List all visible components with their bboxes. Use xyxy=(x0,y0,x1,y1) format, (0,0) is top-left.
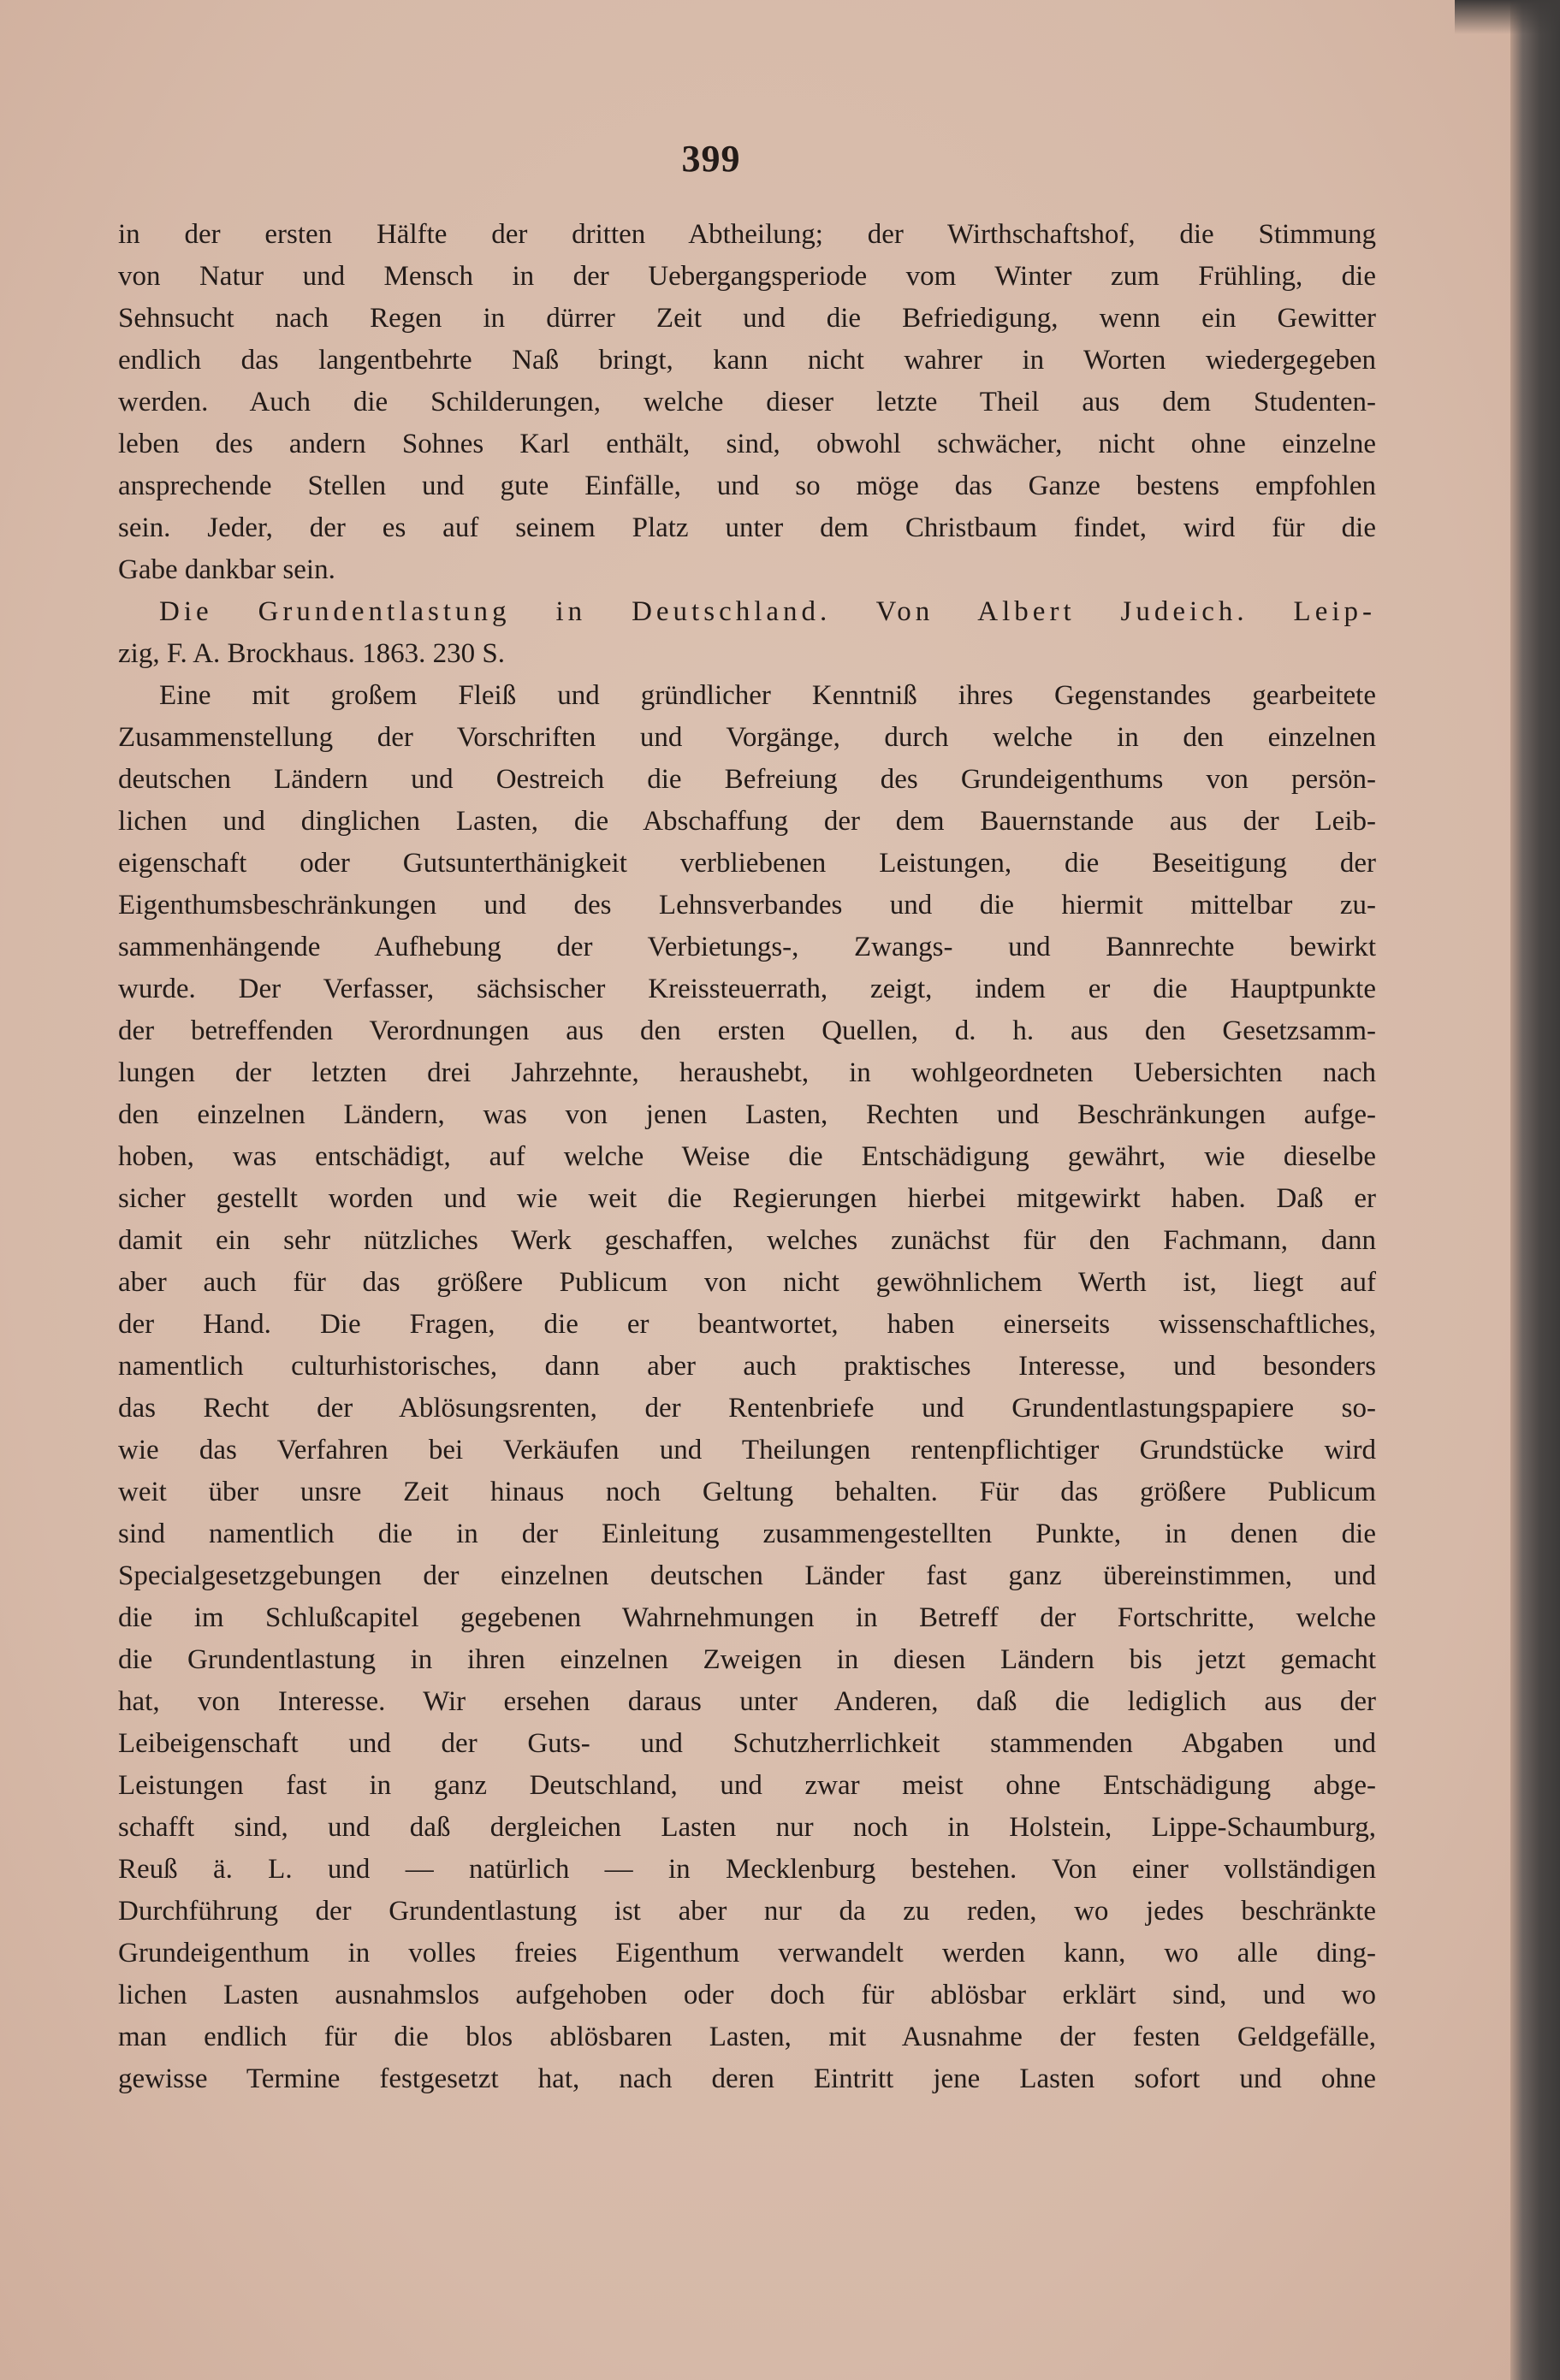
text-line: weit über unsre Zeit hinaus noch Geltung behalten. Für das größere Publicum xyxy=(118,1477,1376,1507)
text-line: von Natur und Mensch in der Uebergangsperiode vom Winter zum Frühling, die xyxy=(118,261,1376,292)
text-line: lungen der letzten drei Jahrzehnte, heraushebt, in wohlgeordneten Uebersichten nach xyxy=(118,1057,1376,1088)
text-line: eigenschaft oder Gutsunterthänigkeit verbliebenen Leistungen, die Beseitigung der xyxy=(118,848,1376,879)
text-line: den einzelnen Ländern, was von jenen Lasten, Rechten und Beschränkungen aufge- xyxy=(118,1099,1376,1130)
text-line: leben des andern Sohnes Karl enthält, sind, obwohl schwächer, nicht ohne einzelne xyxy=(118,429,1376,459)
text-line: zig, F. A. Brockhaus. 1863. 230 S. xyxy=(118,638,506,669)
text-line: Gabe dankbar sein. xyxy=(118,554,335,585)
text-line: wurde. Der Verfasser, sächsischer Kreissteuerrath, zeigt, indem er die Hauptpunkte xyxy=(118,974,1376,1004)
review-title-paragraph xyxy=(118,591,1376,675)
text-line: sicher gestellt worden und wie weit die Regierungen hierbei mitgewirkt haben. Daß er xyxy=(118,1183,1376,1214)
text-line: der betreffenden Verordnungen aus den ersten Quellen, d. h. aus den Gesetzsamm- xyxy=(118,1015,1376,1046)
text-line: ansprechende Stellen und gute Einfälle, und so möge das Ganze bestens empfohlen xyxy=(118,471,1376,501)
text-line: die im Schlußcapitel gegebenen Wahrnehmungen in Betreff der Fortschritte, welche xyxy=(118,1602,1376,1633)
text-line: Eigenthumsbeschränkungen und des Lehnsverbandes und die hiermit mittelbar zu- xyxy=(118,890,1376,921)
text-line: lichen und dinglichen Lasten, die Abschaffung der dem Bauernstande aus der Leib- xyxy=(118,806,1376,837)
text-line: die Grundentlastung in ihren einzelnen Zweigen in diesen Ländern bis jetzt gemacht xyxy=(118,1644,1376,1675)
text-line: aber auch für das größere Publicum von nicht gewöhnlichem Werth ist, liegt auf xyxy=(118,1267,1376,1298)
page-number: 399 xyxy=(681,138,741,180)
text-line: sein. Jeder, der es auf seinem Platz unter dem Christbaum findet, wird für die xyxy=(118,512,1376,543)
text-line: damit ein sehr nützliches Werk geschaffen, welches zunächst für den Fachmann, dann xyxy=(118,1225,1376,1256)
text-line: werden. Auch die Schilderungen, welche dieser letzte Theil aus dem Studenten- xyxy=(118,387,1376,417)
text-line: Grundeigenthum in volles freies Eigenthum verwandelt werden kann, wo alle ding- xyxy=(118,1938,1376,1969)
text-line: Reuß ä. L. und — natürlich — in Mecklenburg bestehen. Von einer vollständigen xyxy=(118,1854,1376,1885)
text-line: hat, von Interesse. Wir ersehen daraus unter Anderen, daß die lediglich aus der xyxy=(118,1686,1376,1717)
page-corner-shadow xyxy=(1455,0,1560,34)
text-line: wie das Verfahren bei Verkäufen und Theilungen rentenpflichtiger Grundstücke wird xyxy=(118,1435,1376,1465)
text-line: gewisse Termine festgesetzt hat, nach deren Eintritt jene Lasten sofort und ohne xyxy=(118,2063,1376,2094)
text-line: Die Grundentlastung in Deutschland. Von Albert Judeich. Leip- xyxy=(159,596,1376,627)
text-line: sind namentlich die in der Einleitung zusammengestellten Punkte, in denen die xyxy=(118,1519,1376,1549)
text-line: in der ersten Hälfte der dritten Abtheilung; der Wirthschaftshof, die Stimmung xyxy=(118,219,1376,250)
paragraph xyxy=(118,675,1376,2100)
page-edge-shadow xyxy=(1510,0,1560,2380)
text-line: Leibeigenschaft und der Guts- und Schutzherrlichkeit stammenden Abgaben und xyxy=(118,1728,1376,1759)
text-line: sammenhängende Aufhebung der Verbietungs-, Zwangs- und Bannrechte bewirkt xyxy=(118,932,1376,962)
text-line: hoben, was entschädigt, auf welche Weise die Entschädigung gewährt, wie dieselbe xyxy=(118,1141,1376,1172)
text-line: namentlich culturhistorisches, dann aber auch praktisches Interesse, und besonders xyxy=(118,1351,1376,1382)
paragraph xyxy=(118,214,1376,591)
body-text xyxy=(118,214,1376,2100)
text-line: der Hand. Die Fragen, die er beantwortet, haben einerseits wissenschaftliches, xyxy=(118,1309,1376,1340)
text-line: Durchführung der Grundentlastung ist aber nur da zu reden, wo jedes beschränkte xyxy=(118,1896,1376,1927)
text-line: Zusammenstellung der Vorschriften und Vorgänge, durch welche in den einzelnen xyxy=(118,722,1376,753)
text-line: deutschen Ländern und Oestreich die Befreiung des Grundeigenthums von persön- xyxy=(118,764,1376,795)
text-line: Sehnsucht nach Regen in dürrer Zeit und die Befriedigung, wenn ein Gewitter xyxy=(118,303,1376,334)
text-line: das Recht der Ablösungsrenten, der Rentenbriefe und Grundentlastungspapiere so- xyxy=(118,1393,1376,1424)
text-line: man endlich für die blos ablösbaren Lasten, mit Ausnahme der festen Geldgefälle, xyxy=(118,2022,1376,2052)
text-line: Eine mit großem Fleiß und gründlicher Kenntniß ihres Gegenstandes gearbeitete xyxy=(159,680,1376,711)
text-line: lichen Lasten ausnahmslos aufgehoben oder doch für ablösbar erklärt sind, und wo xyxy=(118,1980,1376,2010)
text-line: Leistungen fast in ganz Deutschland, und zwar meist ohne Entschädigung abge- xyxy=(118,1770,1376,1801)
text-line: endlich das langentbehrte Naß bringt, kann nicht wahrer in Worten wiedergegeben xyxy=(118,345,1376,376)
text-line: Specialgesetzgebungen der einzelnen deutschen Länder fast ganz übereinstimmen, und xyxy=(118,1560,1376,1591)
text-line: schafft sind, und daß dergleichen Lasten nur noch in Holstein, Lippe-Schaumburg, xyxy=(118,1812,1376,1843)
